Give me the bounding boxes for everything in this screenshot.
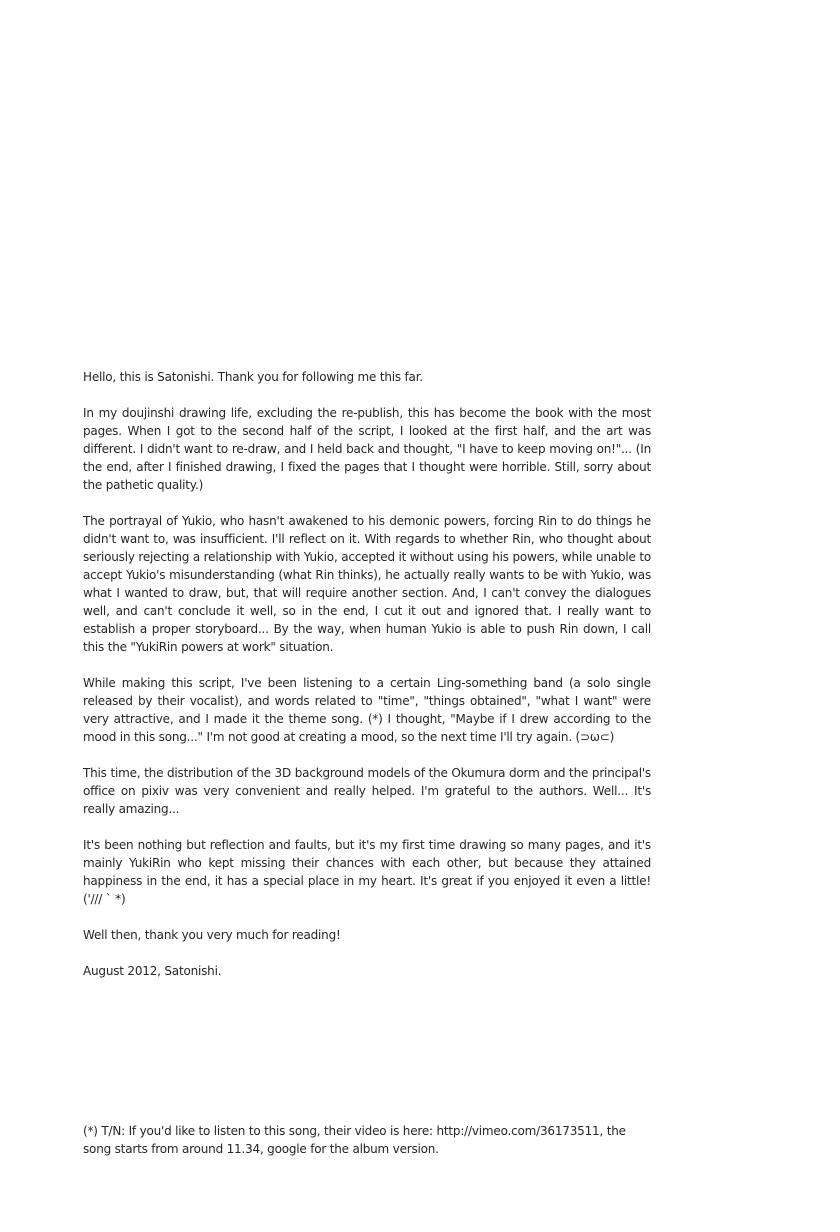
paragraph-thanks: Well then, thank you very much for reading! bbox=[83, 928, 341, 942]
paragraph-reflection: It's been nothing but reflection and faults, but it's my first time drawing so many pages, and it's mainly YukiRin who kept missing their chances with each other, but because they attained happiness in the end, it has a special place in my heart. It's great if you enjoyed it even a little! ('/// ` *) bbox=[83, 838, 651, 906]
paragraph-theme-song: While making this script, I've been listening to a certain Ling-something band (a solo single released by their vocalist), and words related to "time", "things obtained", "what I want" were very attractive, and I made it the theme song. (*) I thought, "Maybe if I drew according to the mood in this song..." I'm not good at creating a mood, so the next time I'll try again. (⊃ω⊂) bbox=[83, 676, 651, 744]
translator-note: (*) T/N: If you'd like to listen to this song, their video is here: http://vimeo.com/36173511, the song starts from around 11.34, google for the album version. bbox=[83, 1124, 626, 1156]
paragraph-3d-models: This time, the distribution of the 3D background models of the Okumura dorm and the principal's office on pixiv was very convenient and really helped. I'm grateful to the authors. Well... It's really amazing... bbox=[83, 766, 651, 816]
afterword-text-block bbox=[83, 368, 651, 998]
paragraph-yukio-portrayal: The portrayal of Yukio, who hasn't awakened to his demonic powers, forcing Rin to do things he didn't want to, was insufficient. I'll reflect on it. With regards to whether Rin, who thought about seriously rejecting a relationship with Yukio, accepted it without using his powers, while unable to accept Yukio's misunderstanding (what Rin thinks), he actually really wants to be with Yukio, was what I wanted to draw, but, that will require another section. And, I can't convey the dialogues well, and can't conclude it well, so in the end, I cut it out and ignored that. I really want to establish a proper storyboard... By the way, when human Yukio is able to push Rin down, I call this the "YukiRin powers at work" situation. bbox=[83, 514, 651, 654]
paragraph-greeting: Hello, this is Satonishi. Thank you for following me this far. bbox=[83, 370, 423, 384]
paragraph-most-pages: In my doujinshi drawing life, excluding the re-publish, this has become the book with the most pages. When I got to the second half of the script, I looked at the first half, and the art was different. I didn't want to re-draw, and I held back and thought, "I have to keep moving on!"... (In the end, after I finished drawing, I fixed the pages that I thought were horrible. Still, sorry about the pathetic quality.) bbox=[83, 406, 651, 492]
paragraph-signature: August 2012, Satonishi. bbox=[83, 964, 222, 978]
